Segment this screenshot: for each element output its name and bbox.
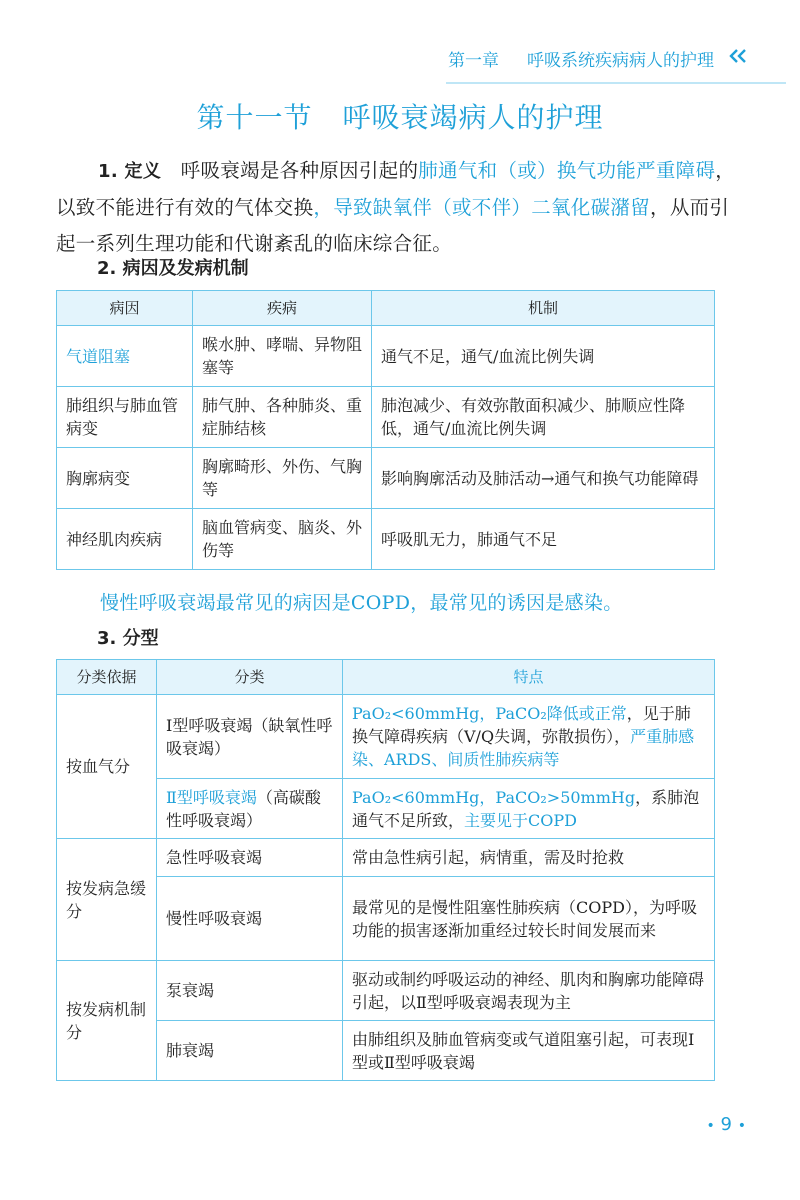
column-header: 病因: [57, 291, 193, 326]
definition-paragraph: [56, 153, 746, 262]
heading-causes: 2. 病因及发病机制: [97, 258, 249, 279]
definition-text-3: ，从而引起一系列生理功能和代谢紊乱的临床综合征。: [56, 196, 730, 255]
cause-cell: 肺组织与肺血管病变: [57, 387, 193, 448]
section-name: 呼吸衰竭病人的护理: [342, 101, 604, 134]
cause-cell: 胸廓病变: [57, 448, 193, 509]
table-row: [57, 387, 715, 448]
causes-table: [56, 290, 715, 570]
definition-text-1: 呼吸衰竭是各种原因引起的: [180, 159, 419, 182]
disease-cell: 脑血管病变、脑炎、外伤等: [193, 509, 372, 570]
feature-highlight: 严重肺感染、ARDS、间质性肺疾病等: [352, 727, 695, 769]
feature-cell: 由肺组织及肺血管病变或气道阻塞引起，可表现I型或Ⅱ型呼吸衰竭: [343, 1021, 715, 1081]
mechanism-cell: 肺泡减少、有效弥散面积减少、肺顺应性降低，通气/血流比例失调: [372, 387, 715, 448]
chapter-number: 第一章: [448, 50, 499, 71]
page-number-value: 9: [720, 1114, 732, 1135]
section-title: [0, 96, 800, 136]
header-rule: [446, 82, 786, 84]
column-header: 分类: [157, 660, 343, 695]
basis-cell: 按发病急缓分: [57, 839, 157, 961]
feature-text: ，系肺泡通气不足所致，: [352, 787, 700, 830]
definition-highlight-2: ，导致缺氧伴（或不伴）二氧化碳潴留: [313, 196, 651, 219]
page-number: • 9 •: [706, 1114, 746, 1135]
basis-cell: 按血气分: [57, 695, 157, 839]
type-cell: I型呼吸衰竭（缺氧性呼吸衰竭）: [157, 695, 343, 779]
type-text: （高碳酸性呼吸衰竭）: [166, 787, 321, 830]
feature-highlight: PaO₂<60mmHg，PaCO₂降低或正常: [352, 704, 627, 723]
chapter-title: 呼吸系统疾病病人的护理: [527, 50, 714, 71]
section-number: 第十一节: [196, 101, 313, 134]
definition-highlight-1: 肺通气和（或）换气功能严重障碍: [418, 159, 716, 182]
table-header-row: [57, 660, 715, 695]
heading-classification: 3. 分型: [97, 628, 159, 649]
feature-text: ，见于肺换气障碍疾病（V/Q失调，弥散损伤），: [352, 704, 691, 746]
feature-cell: 最常见的是慢性阻塞性肺疾病（COPD），为呼吸功能的损害逐渐加重经过较长时间发展而来: [343, 877, 715, 961]
table-row: [57, 839, 715, 877]
double-chevron-left-icon: [728, 48, 748, 69]
table-row: [57, 695, 715, 779]
column-header: 分类依据: [57, 660, 157, 695]
table-row: [57, 448, 715, 509]
table-row: [57, 961, 715, 1021]
type-cell: 泵衰竭: [157, 961, 343, 1021]
type-highlight: Ⅱ型呼吸衰竭: [166, 787, 257, 807]
key-note: 慢性呼吸衰竭最常见的病因是COPD，最常见的诱因是感染。: [100, 592, 623, 614]
type-cell: 肺衰竭: [157, 1021, 343, 1081]
definition-text-2: ，以致不能进行有效的气体交换: [56, 159, 736, 219]
feature-highlight: PaO₂<60mmHg，PaCO₂>50mmHg: [352, 787, 636, 807]
column-header: 疾病: [193, 291, 372, 326]
column-header: 机制: [372, 291, 715, 326]
type-cell: 慢性呼吸衰竭: [157, 877, 343, 961]
mechanism-cell: 影响胸廓活动及肺活动→通气和换气功能障碍: [372, 448, 715, 509]
feature-cell: 驱动或制约呼吸运动的神经、肌肉和胸廓功能障碍引起，以Ⅱ型呼吸衰竭表现为主: [343, 961, 715, 1021]
feature-cell: [343, 779, 715, 839]
feature-highlight: 主要见于COPD: [464, 810, 577, 830]
table-row: [57, 326, 715, 387]
type-cell: [157, 779, 343, 839]
disease-cell: 胸廓畸形、外伤、气胸等: [193, 448, 372, 509]
mechanism-cell: 呼吸肌无力，肺通气不足: [372, 509, 715, 570]
cause-cell: 神经肌肉疾病: [57, 509, 193, 570]
table-header-row: [57, 291, 715, 326]
running-header: [448, 38, 748, 78]
disease-cell: 喉水肿、哮喘、异物阻塞等: [193, 326, 372, 387]
type-cell: 急性呼吸衰竭: [157, 839, 343, 877]
table-row: [57, 509, 715, 570]
basis-cell: 按发病机制分: [57, 961, 157, 1081]
feature-cell: [343, 695, 715, 779]
column-header: 特点: [343, 660, 715, 695]
mechanism-cell: 通气不足，通气/血流比例失调: [372, 326, 715, 387]
cause-cell: 气道阻塞: [57, 326, 193, 387]
disease-cell: 肺气肿、各种肺炎、重症肺结核: [193, 387, 372, 448]
feature-cell: 常由急性病引起，病情重，需及时抢救: [343, 839, 715, 877]
definition-label: 1. 定义: [98, 161, 162, 182]
classification-table: [56, 659, 715, 1081]
